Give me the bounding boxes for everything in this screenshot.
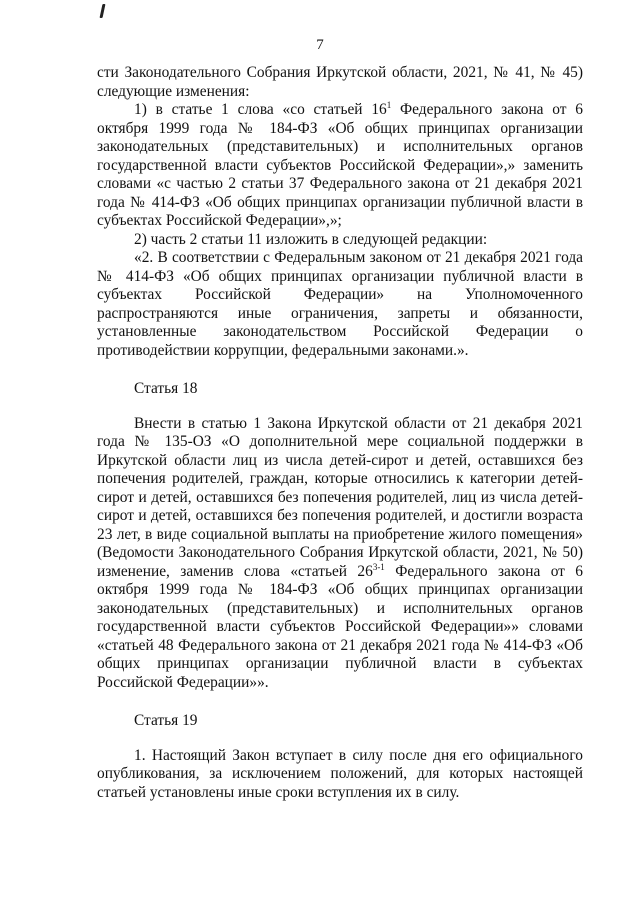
article-18-text	[97, 415, 583, 693]
amendment-1-text-start: 1) в статье 1 слова «со статьей 16	[134, 101, 387, 118]
article-19-text: 1. Настоящий Закон вступает в силу после дня его официального опубликования, за исключением положений, для которых настоящей статьей установлены иные сроки вступления их в силу.	[97, 746, 583, 801]
paragraph-new-wording: «2. В соответствии с Федеральным законом от 21 декабря 2021 года № 414-ФЗ «Об общих принципах организации публичной власти в субъектах Российской Федерации» на Уполномоченного распространяются иные ограничения, запреты и обязанности, установленные законодательством Российской Федерации о противодействии коррупции, федеральными законами.».	[97, 249, 583, 359]
article-18-text-end: Федерального закона от 6 октября 1999 года № 184-ФЗ «Об общих принципах организации законодательных (представительных) и исполнительных органов государственной власти субъектов Российской Федерации»» словами «статьей 48 Федерального закона от 21 декабря 2021 года № 414-ФЗ «Об общих принципах организации публичной власти в субъектах Российской Федерации»».	[97, 562, 583, 691]
document-body	[97, 64, 583, 802]
superscript: 3-1	[372, 561, 385, 572]
page-number: 7	[316, 37, 324, 53]
article-18-heading: Статья 18	[134, 380, 198, 397]
pen-mark	[100, 4, 106, 18]
article-19-heading: Статья 19	[134, 712, 198, 729]
paragraph-continuation: сти Законодательного Собрания Иркутской области, 2021, № 41, № 45) следующие изменения:	[97, 64, 583, 100]
amendment-1-text-end: Федерального закона от 6 октября 1999 года № 184-ФЗ «Об общих принципах организации законодательных (представительных) и исполнительных органов государственной власти субъектов Российской Федерации»,» заменить словами «с частью 2 статьи 37 Федерального закона от 21 декабря 2021 года № 414-ФЗ «Об общих принципах организации публичной власти в субъектах Российской Федерации»,»;	[97, 101, 583, 229]
paragraph-amendment-1	[97, 101, 583, 231]
paragraph-amendment-2: 2) часть 2 статьи 11 изложить в следующей редакции:	[134, 230, 488, 248]
superscript: 1	[386, 100, 392, 110]
article-18-text-start: Внести в статью 1 Закона Иркутской области от 21 декабря 2021 года № 135-ОЗ «О дополнительной мере социальной поддержки в Иркутской области лиц из числа детей-сирот и детей, оставшихся без попечения родителей, граждан, которые относились к категории детей-сирот и детей, оставшихся без попечения родителей, лиц из числа детей-сирот и детей, оставшихся без попечения родителей, и достигли возраста 23 лет, в виде социальной выплаты на приобретение жилого помещения» (Ведомости Законодательного Собрания Иркутской области, 2021, № 50) изменение, заменив слова «статьей 26	[97, 414, 583, 580]
